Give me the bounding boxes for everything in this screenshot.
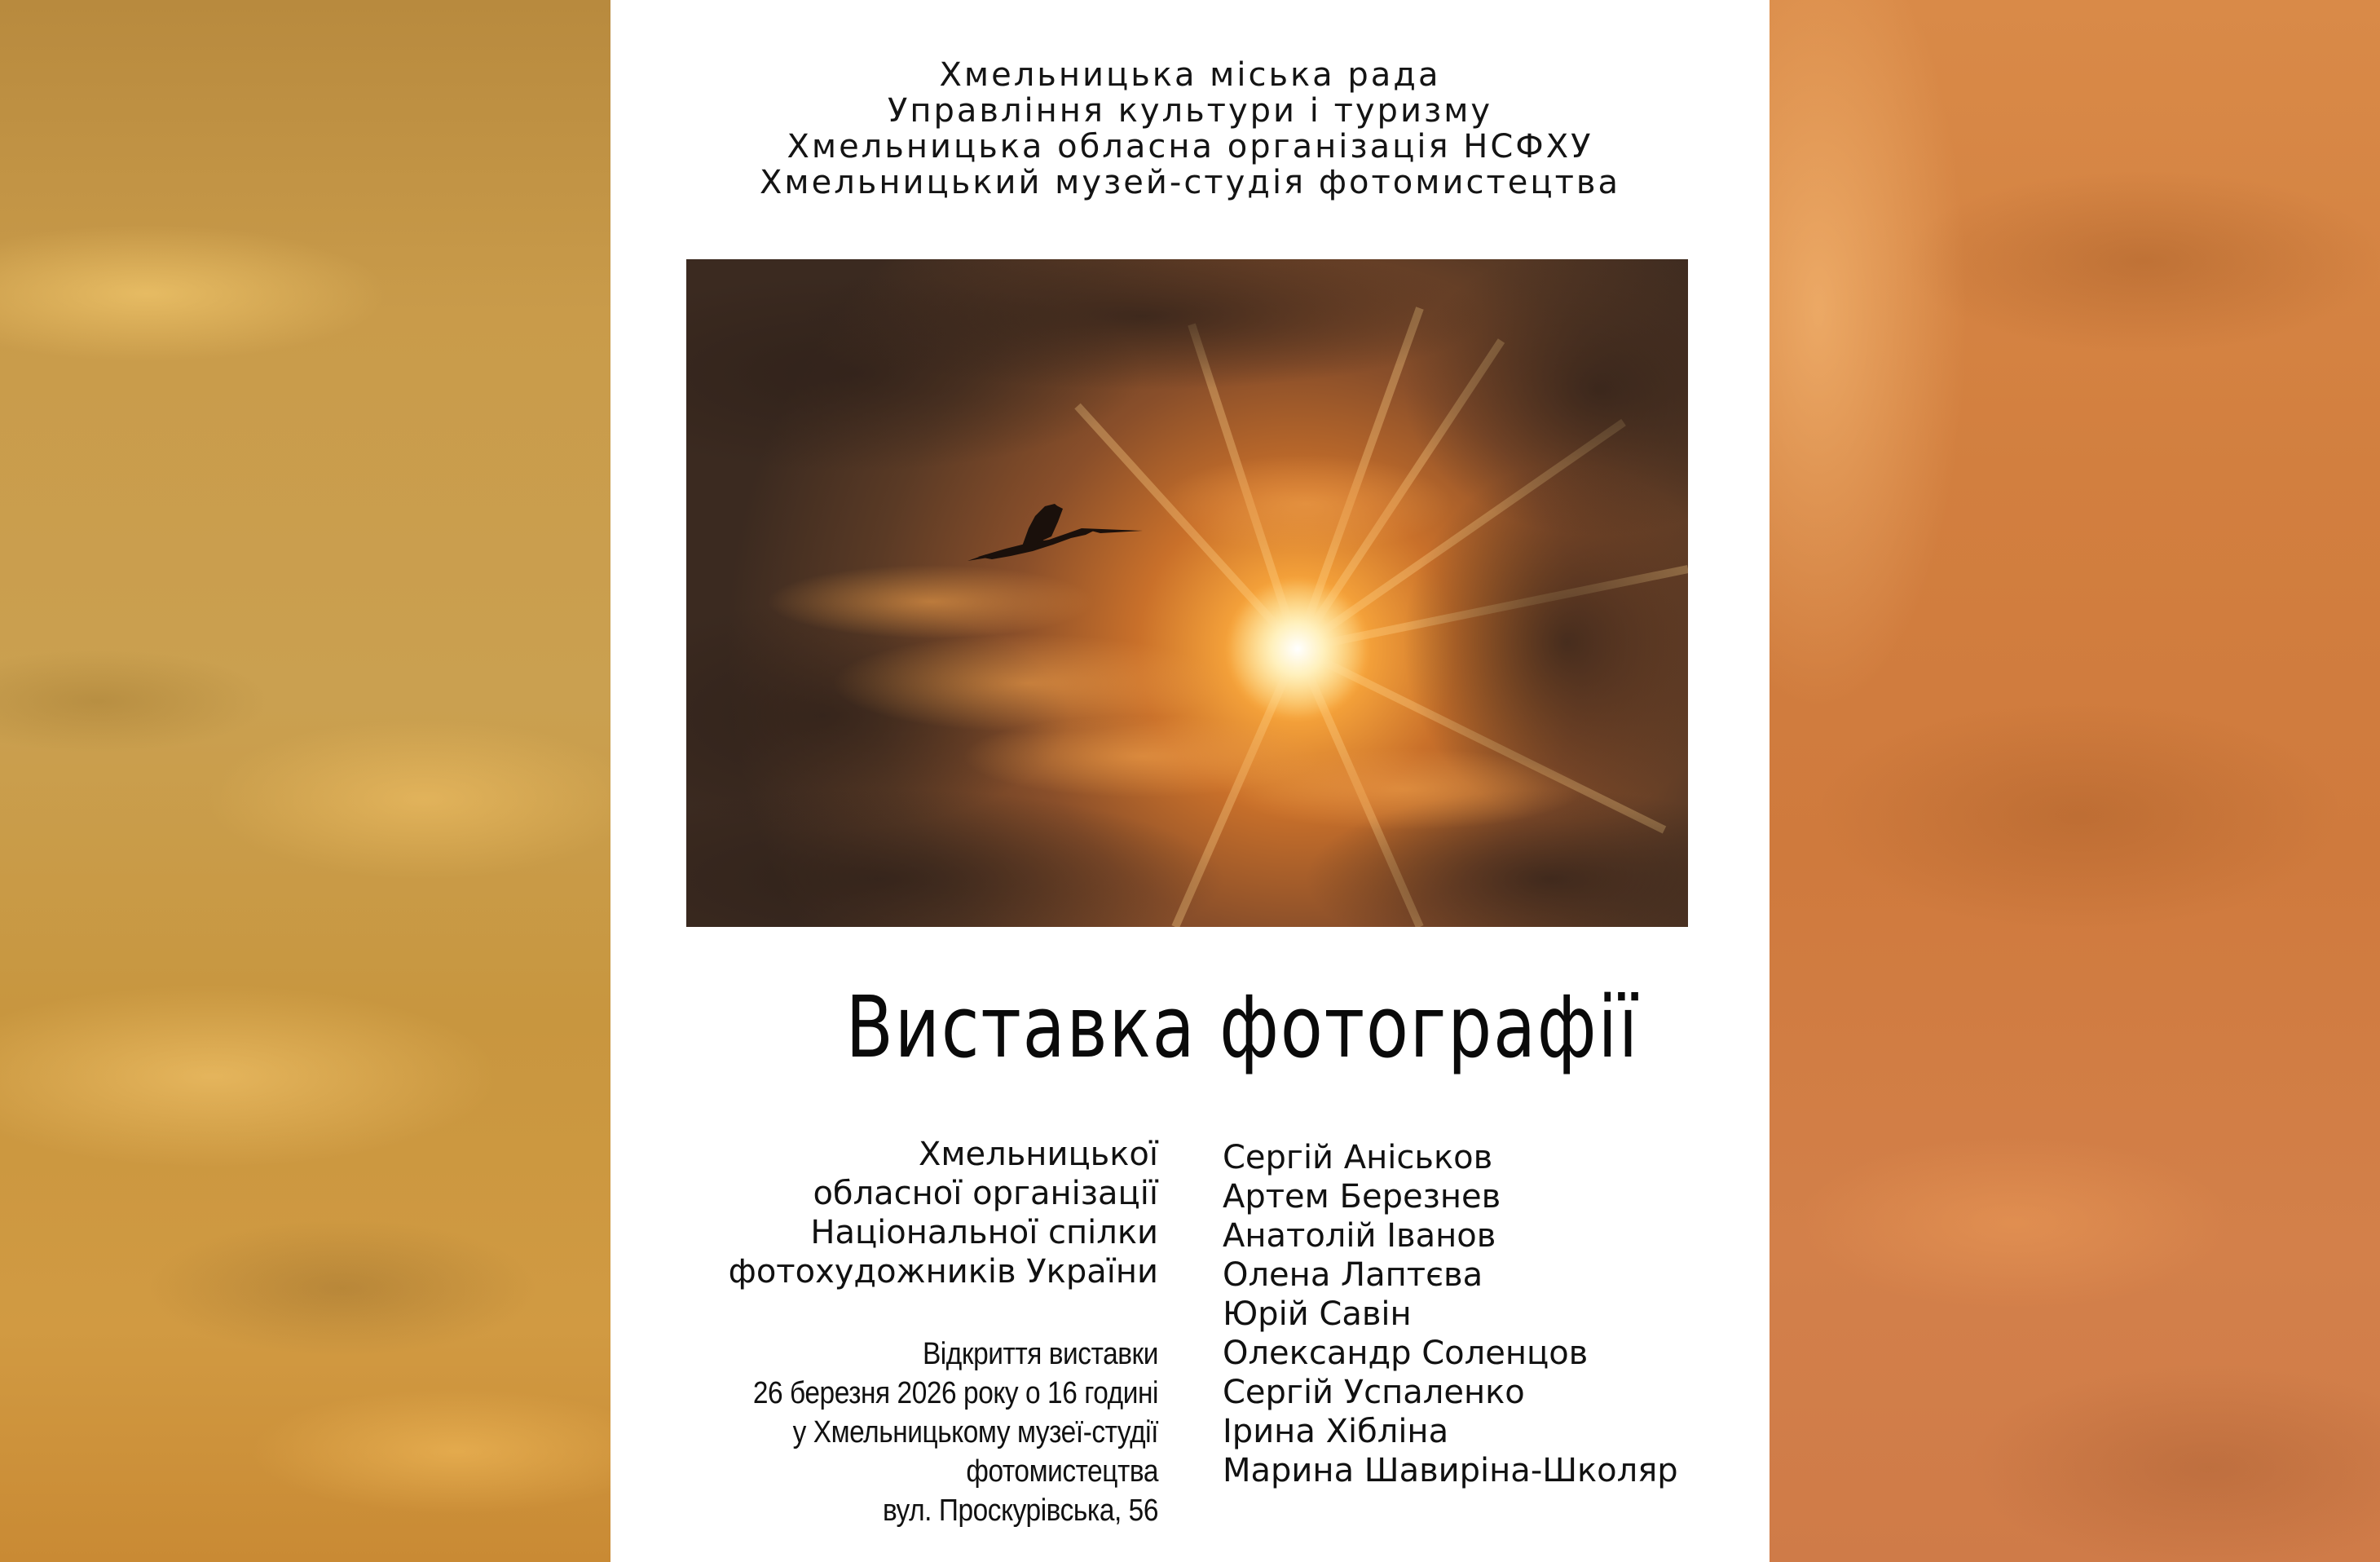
organization-description-line: фотохудожників України	[728, 1253, 1158, 1291]
authors-list	[1223, 1138, 1744, 1490]
sky-background-left	[0, 0, 610, 1562]
author-name: Сергій Аніськов	[1223, 1139, 1493, 1176]
opening-venue: фотомистецтва	[966, 1454, 1158, 1489]
sunset-stork-photo	[686, 259, 1688, 927]
opening-venue: у Хмельницькому музеї-студії	[792, 1415, 1158, 1449]
organization-description-line: Хмельницької	[918, 1136, 1158, 1173]
organizer-line: Управління культури і туризму	[887, 92, 1493, 130]
opening-info-line: Відкриття виставки	[922, 1337, 1158, 1371]
author-name: Олександр Соленцов	[1223, 1335, 1589, 1372]
author-name: Сергій Успаленко	[1223, 1374, 1525, 1411]
organizer-line: Хмельницький музей-студія фотомистецтва	[760, 164, 1620, 201]
author-name: Анатолій Іванов	[1223, 1217, 1496, 1255]
author-name: Артем Березнев	[1223, 1178, 1501, 1216]
opening-info	[588, 1335, 1158, 1530]
author-name: Марина Шавиріна-Школяр	[1223, 1452, 1678, 1489]
author-name: Ірина Хібліна	[1223, 1413, 1449, 1450]
organization-description	[637, 1135, 1158, 1291]
exhibition-poster	[610, 0, 1770, 1562]
exhibition-title: Виставка фотографії	[845, 977, 1639, 1077]
organizer-line: Хмельницька обласна організація НСФХУ	[787, 128, 1593, 165]
organization-description-line: обласної організації	[813, 1175, 1158, 1212]
organization-description-line: Національної спілки	[810, 1214, 1158, 1251]
sky-background-right	[1770, 0, 2380, 1562]
author-name: Юрій Савін	[1223, 1295, 1412, 1333]
organizers-block	[610, 57, 1770, 201]
organizer-line: Хмельницька міська рада	[939, 56, 1441, 94]
author-name: Олена Лаптєва	[1223, 1256, 1483, 1294]
opening-date: 26 березня 2026 року о 16 годині	[752, 1376, 1158, 1410]
opening-address: вул. Проскурівська, 56	[882, 1494, 1158, 1528]
